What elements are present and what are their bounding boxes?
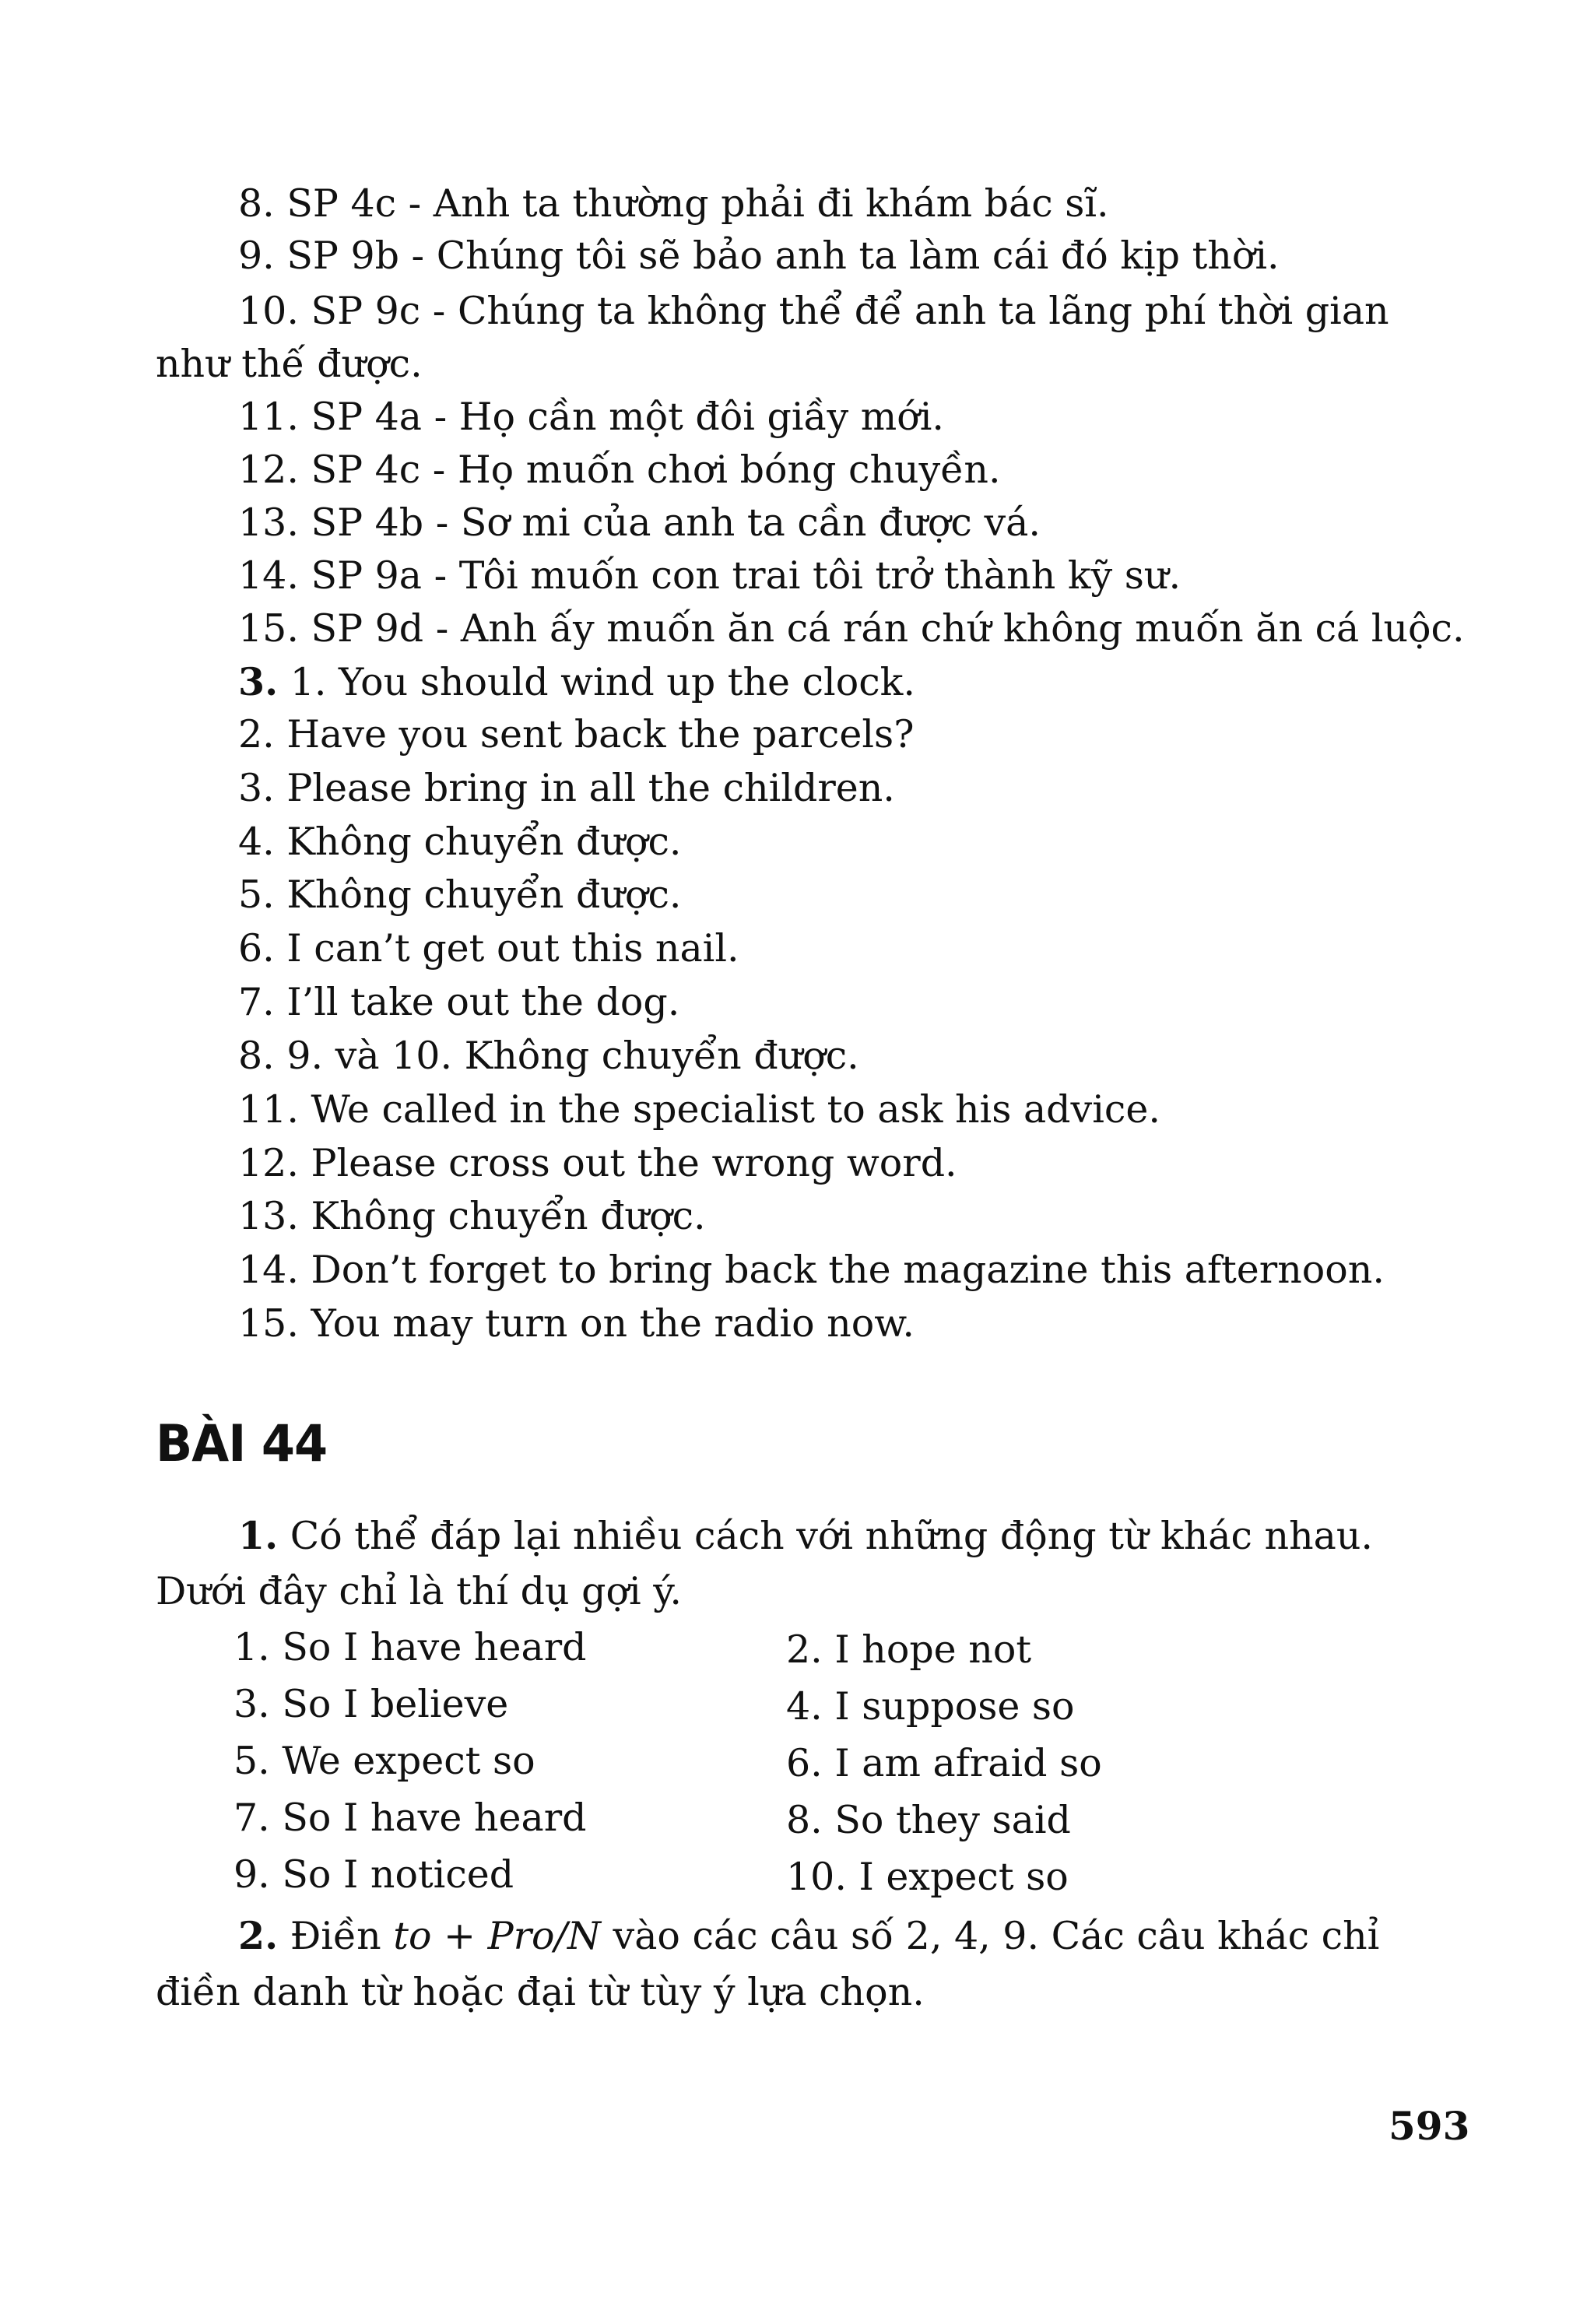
answer-line: 13. SP 4b - Sơ mi của anh ta cần được vá. [238,500,1041,545]
answer-right: 2. I hope not [786,1627,1032,1672]
formula-text: to + Pro/N [393,1914,601,1958]
answer-line: 5. Không chuyển được. [238,872,682,917]
answer-line: 14. Don’t forget to bring back the magazine this afternoon. [238,1248,1385,1292]
answer-right: 6. I am afraid so [786,1741,1102,1785]
answer-right: 4. I suppose so [786,1684,1075,1729]
answer-line: 15. SP 9d - Anh ấy muốn ăn cá rán chứ không muốn ăn cá luộc. [238,606,1465,651]
answer-line: 15. You may turn on the radio now. [238,1301,915,1346]
answer-left: 9. So I noticed [233,1852,514,1897]
answer-line: 3. Please bring in all the children. [238,766,895,810]
answer-left: 5. We expect so [233,1739,535,1783]
answer-line: 7. I’ll take out the dog. [238,980,680,1024]
answer-line: 8. SP 4c - Anh ta thường phải đi khám bác sĩ. [238,181,1109,226]
instruction-continuation: Dưới đây chỉ là thí dụ gợi ý. [156,1569,682,1613]
answer-left: 3. So I believe [233,1682,509,1726]
answer-left: 1. So I have heard [233,1625,587,1669]
answer-line-continuation: như thế được. [156,342,423,386]
answer-line: 4. Không chuyển được. [238,820,682,864]
answer-line: 9. SP 9b - Chúng tôi sẽ bảo anh ta làm cái đó kịp thời. [238,233,1280,278]
exercise-number: 2. [238,1913,279,1958]
answer-line: 11. SP 4a - Họ cần một đôi giầy mới. [238,395,945,439]
answer-line: 8. 9. và 10. Không chuyển được. [238,1034,859,1078]
answer-line: 14. SP 9a - Tôi muốn con trai tôi trở thành kỹ sư. [238,553,1181,598]
answer-line: 12. SP 4c - Họ muốn chơi bóng chuyền. [238,448,1001,492]
answer-right: 8. So they said [786,1798,1071,1842]
exercise-3-first-line [238,658,915,706]
answer-line: 10. SP 9c - Chúng ta không thể để anh ta lãng phí thời gian [238,289,1389,333]
answer-line: 12. Please cross out the wrong word. [238,1141,957,1185]
instruction-text: vào các câu số 2, 4, 9. Các câu khác chỉ [600,1914,1380,1958]
section-heading: BÀI 44 [156,1413,328,1473]
answer-line: 11. We called in the specialist to ask his advice. [238,1087,1160,1132]
instruction-continuation: điền danh từ hoặc đại từ tùy ý lựa chọn. [156,1970,925,2014]
answer-text: 1. You should wind up the clock. [290,660,915,704]
answer-line: 6. I can’t get out this nail. [238,926,739,971]
answer-line: 2. Have you sent back the parcels? [238,712,915,757]
answer-left: 7. So I have heard [233,1796,587,1840]
exercise-number: 1. [238,1513,279,1558]
instruction-text: Có thể đáp lại nhiều cách với những động từ khác nhau. [290,1514,1373,1558]
answer-line: 13. Không chuyển được. [238,1194,706,1238]
instruction-text: Điền [290,1914,394,1958]
exercise-1-intro [238,1512,1373,1560]
exercise-2-intro [238,1912,1379,1960]
exercise-number: 3. [238,659,279,704]
page-number: 593 [1389,2103,1470,2149]
answer-right: 10. I expect so [786,1855,1069,1899]
